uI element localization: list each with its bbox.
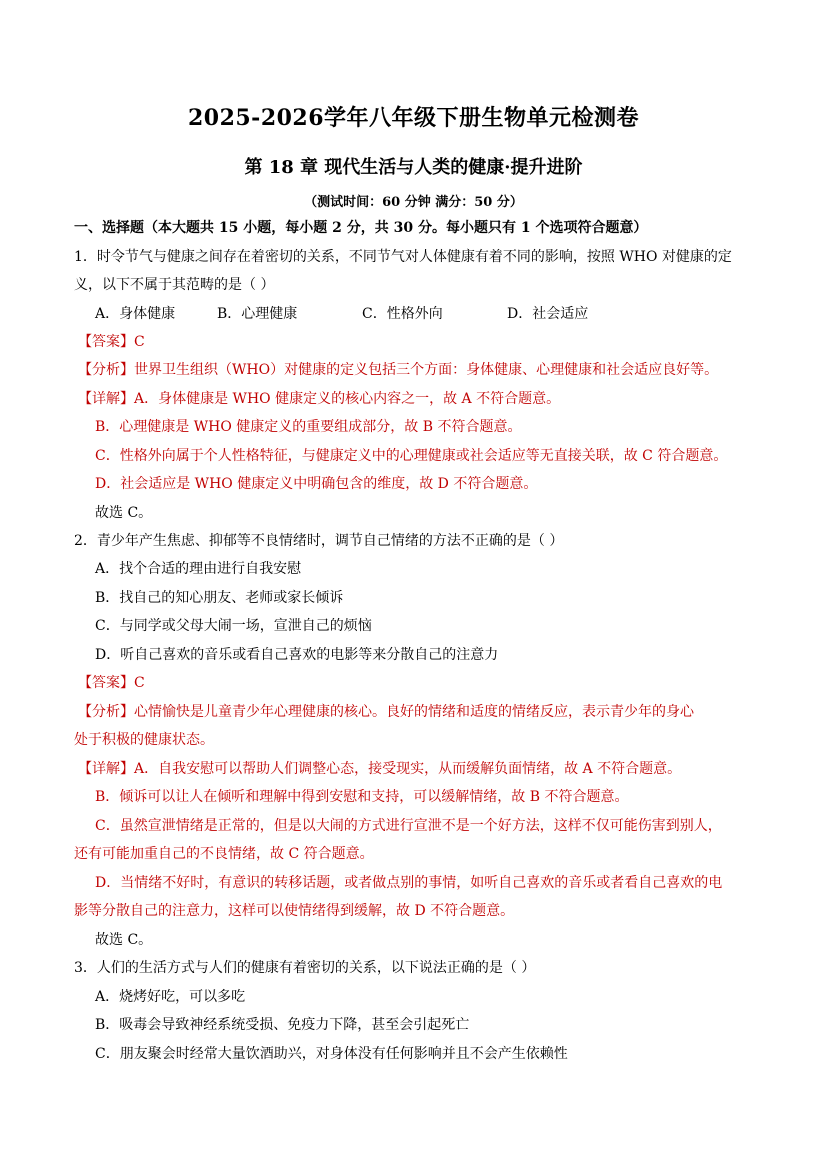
q1-analysis: 【分析】世界卫生组织（WHO）对健康的定义包括三个方面：身体健康、心理健康和社会适应良好等。 [78, 362, 719, 378]
q2-detail-c-line2: 还有可能加重自己的不良情绪，故 C 符合题意。 [74, 846, 374, 862]
q1-detail-c: C．性格外向属于个人性格特征，与健康定义中的心理健康或社会适应等无直接关联，故 C 符合题意。 [95, 448, 728, 464]
q2-analysis-line1: 【分析】心情愉快是儿童青少年心理健康的核心。良好的情绪和适度的情绪反应，表示青少年的身心 [78, 704, 694, 720]
chapter-subtitle: 第 18 章 现代生活与人类的健康·提升进阶 [244, 157, 583, 178]
exam-info: （测试时间：60 分钟 满分：50 分） [304, 195, 523, 210]
q2-option-a: A．找个合适的理由进行自我安慰 [95, 561, 302, 577]
q2-conclusion: 故选 C。 [95, 932, 153, 948]
q2-detail-b: B．倾诉可以让人在倾听和理解中得到安慰和支持，可以缓解情绪，故 B 不符合题意。 [95, 789, 629, 805]
q2-option-c: C．与同学或父母大闹一场，宣泄自己的烦恼 [95, 618, 372, 634]
q3-option-c: C．朋友聚会时经常大量饮酒助兴，对身体没有任何影响并且不会产生依赖性 [95, 1046, 568, 1062]
q1-detail-b: B．心理健康是 WHO 健康定义的重要组成部分，故 B 不符合题意。 [95, 419, 522, 435]
q1-conclusion: 故选 C。 [95, 505, 153, 521]
q1-detail-a: 【详解】A．身体健康是 WHO 健康定义的核心内容之一，故 A 不符合题意。 [78, 391, 561, 407]
q2-detail-c-line1: C．虽然宣泄情绪是正常的，但是以大闹的方式进行宣泄不是一个好方法，这样不仅可能伤害到别人， [95, 818, 722, 834]
q1-stem-line2: 义，以下不属于其范畴的是（ ） [74, 277, 275, 293]
q3-option-b: B．吸毒会导致神经系统受损、免疫力下降，甚至会引起死亡 [95, 1017, 470, 1033]
section-heading: 一、选择题（本大题共 15 小题，每小题 2 分，共 30 分。每小题只有 1 个选项符合题意） [74, 220, 648, 236]
q1-answer: 【答案】C [78, 334, 145, 350]
q2-detail-d-line1: D．当情绪不好时，有意识的转移话题，或者做点别的事情，如听自己喜欢的音乐或者看自己喜欢的电 [95, 875, 723, 891]
exam-title: 2025-2026学年八年级下册生物单元检测卷 [187, 105, 640, 131]
q1-option-b: B．心理健康 [217, 306, 298, 322]
q1-stem-line1: 1．时令节气与健康之间存在着密切的关系，不同节气对人体健康有着不同的影响，按照 WHO 对健康的定 [74, 249, 732, 265]
q1-option-a: A．身体健康 [95, 306, 176, 322]
q1-option-c: C．性格外向 [362, 306, 443, 322]
q2-stem: 2．青少年产生焦虑、抑郁等不良情绪时，调节自己情绪的方法不正确的是（ ） [74, 533, 564, 549]
q3-stem: 3．人们的生活方式与人们的健康有着密切的关系，以下说法正确的是（ ） [74, 960, 536, 976]
q2-detail-d-line2: 影等分散自己的注意力，这样可以使情绪得到缓解，故 D 不符合题意。 [74, 903, 515, 919]
q2-detail-a: 【详解】A．自我安慰可以帮助人们调整心态，接受现实，从而缓解负面情绪，故 A 不符合题意。 [78, 761, 682, 777]
q3-option-a: A．烧烤好吃，可以多吃 [95, 989, 246, 1005]
q2-analysis-line2: 处于积极的健康状态。 [74, 732, 214, 748]
q1-detail-d: D．社会适应是 WHO 健康定义中明确包含的维度，故 D 不符合题意。 [95, 476, 538, 492]
q1-option-d: D．社会适应 [507, 306, 589, 322]
q2-option-d: D．听自己喜欢的音乐或看自己喜欢的电影等来分散自己的注意力 [95, 647, 499, 663]
q2-answer: 【答案】C [78, 675, 145, 691]
q2-option-b: B．找自己的知心朋友、老师或家长倾诉 [95, 590, 344, 606]
